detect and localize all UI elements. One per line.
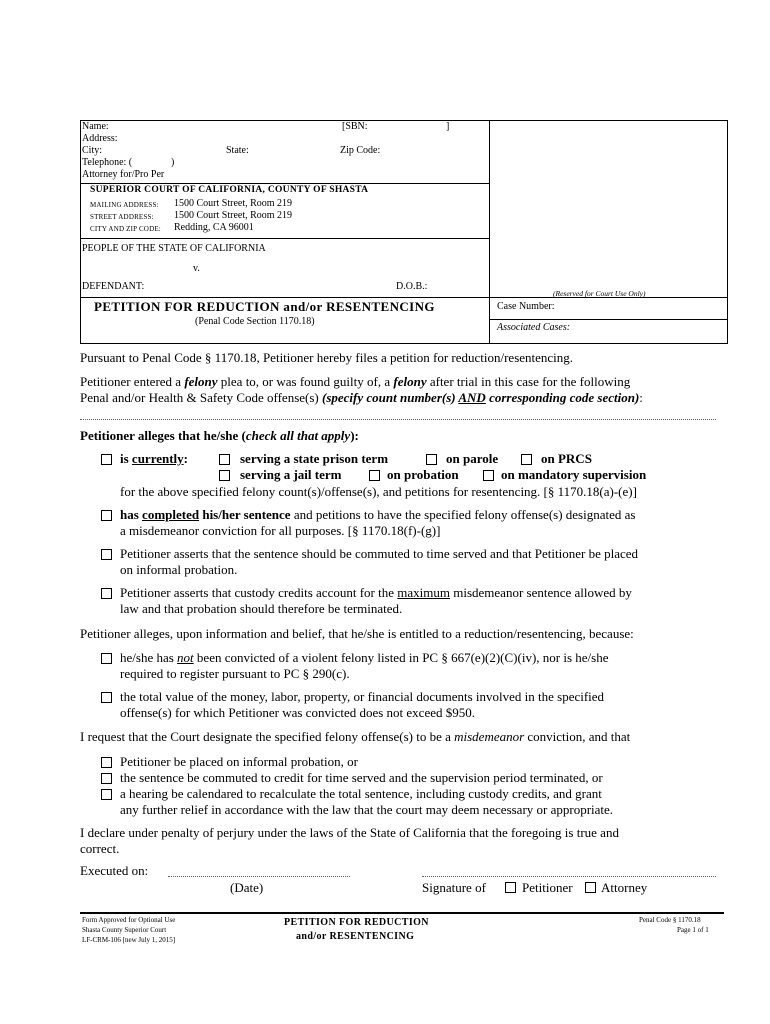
prcs-label: on PRCS: [541, 451, 592, 466]
footer-center-1: PETITION FOR REDUCTION: [284, 917, 429, 928]
hearing-label-2: any further relief in accordance with the law that the court may deem necessary or appropriate.: [120, 802, 614, 817]
currently-word: currently: [131, 451, 184, 466]
credits-checkbox[interactable]: [101, 588, 112, 599]
specify-colon: :: [639, 390, 643, 405]
mandatory-supervision-label: on mandatory supervision: [501, 467, 647, 482]
entered-line-2: [80, 390, 643, 406]
street-address-label: STREET ADDRESS:: [90, 213, 154, 221]
dob-label: D.O.B.:: [396, 281, 428, 292]
footer-right-2: Page 1 of 1: [677, 926, 709, 934]
signature-attorney-checkbox[interactable]: [585, 882, 596, 893]
prison-checkbox[interactable]: [219, 454, 230, 465]
commute-credit-label: the sentence be commuted to credit for time served and the supervision period terminated, or: [120, 770, 603, 785]
value-line-1: the total value of the money, labor, property, or financial documents involved in the specified: [120, 689, 605, 704]
people-label: PEOPLE OF THE STATE OF CALIFORNIA: [82, 243, 266, 254]
caption-divider: [489, 120, 490, 344]
date-blank-line[interactable]: [168, 876, 350, 877]
mandatory-supervision-checkbox[interactable]: [483, 470, 494, 481]
signature-of-label: Signature of: [422, 880, 486, 895]
credits-text-a: Petitioner asserts that custody credits account for the: [120, 585, 398, 600]
associated-cases-label: Associated Cases:: [497, 322, 571, 333]
signature-petitioner-checkbox[interactable]: [505, 882, 516, 893]
court-title: SUPERIOR COURT OF CALIFORNIA, COUNTY OF SHASTA: [90, 185, 369, 195]
alleges-text-b: ):: [350, 428, 359, 443]
versus-label: v.: [193, 263, 200, 274]
probation-checkbox[interactable]: [369, 470, 380, 481]
commute-line-1: Petitioner asserts that the sentence should be commuted to time served and that Petitioner be placed: [120, 546, 639, 561]
specify-text-b: corresponding code section): [485, 390, 640, 405]
request-paragraph: [80, 729, 630, 745]
completed-line-2: a misdemeanor conviction for all purposes. [§ 1170.18(f)-(g)]: [120, 523, 441, 538]
jail-label: serving a jail term: [240, 467, 342, 482]
hearing-checkbox[interactable]: [101, 789, 112, 800]
is-word: is: [120, 451, 132, 466]
city-label: City:: [82, 145, 103, 156]
entered-text-a: Petitioner entered a: [80, 374, 185, 389]
completed-line-1: [120, 507, 635, 523]
street-address-value: 1500 Court Street, Room 219: [174, 210, 293, 221]
violent-felony-checkbox[interactable]: [101, 653, 112, 664]
not-word: not: [177, 650, 194, 665]
completed-word: completed: [142, 507, 200, 522]
petition-subtitle: (Penal Code Section 1170.18): [195, 316, 315, 327]
credits-text-b: misdemeanor sentence allowed by: [449, 585, 632, 600]
value-checkbox[interactable]: [101, 692, 112, 703]
misdemeanor-word: misdemeanor: [454, 729, 525, 744]
prison-label: serving a state prison term: [240, 451, 389, 466]
telephone-label: Telephone: (: [82, 157, 133, 168]
felony-word-1: felony: [184, 374, 218, 389]
prcs-checkbox[interactable]: [521, 454, 532, 465]
alleges-check-text: check all that apply: [245, 428, 351, 443]
attorney-label: Attorney for/Pro Per: [82, 169, 165, 180]
date-label: (Date): [230, 880, 264, 895]
is-currently-label: [120, 451, 188, 467]
declare-line-1: I declare under penalty of perjury under the laws of the State of California that the foregoing is true and: [80, 825, 619, 840]
alleges-text-a: Petitioner alleges that he/she (: [80, 428, 246, 443]
violent-text-a: he/she has: [120, 650, 178, 665]
signature-attorney-label: Attorney: [601, 880, 648, 895]
completed-rest: his/her sentence: [199, 507, 291, 522]
name-label: Name:: [82, 121, 109, 132]
is-currently-checkbox[interactable]: [101, 454, 112, 465]
mailing-address-label: MAILING ADDRESS:: [90, 201, 159, 209]
zip-label: Zip Code:: [340, 145, 381, 156]
currently-colon: :: [183, 451, 189, 466]
hearing-label-1: a hearing be calendared to recalculate the total sentence, including custody credits, and grant: [120, 786, 602, 801]
commute-credit-checkbox[interactable]: [101, 773, 112, 784]
request-text-b: conviction, and that: [524, 729, 631, 744]
parole-label: on parole: [446, 451, 499, 466]
defendant-label: DEFENDANT:: [82, 281, 145, 292]
entered-text-b: plea to, or was found guilty of, a: [217, 374, 394, 389]
violent-text-b: been convicted of a violent felony listed in PC § 667(e)(2)(C)(iv), nor is he/she: [193, 650, 609, 665]
entered-line2-text: Penal and/or Health & Safety Code offense(s): [80, 390, 322, 405]
declare-line-2: correct.: [80, 841, 120, 856]
footer-left-3: LF-CRM-106 [new July 1, 2015]: [82, 936, 176, 944]
footer-right-1: Penal Code § 1170.18: [639, 916, 701, 924]
credits-line-2: law and that probation should therefore be terminated.: [120, 601, 403, 616]
footer-left-2: Shasta County Superior Court: [82, 926, 167, 934]
case-line: [489, 319, 728, 320]
signature-blank-line[interactable]: [422, 876, 716, 877]
signature-petitioner-label: Petitioner: [522, 880, 573, 895]
violent-line-2: required to register pursuant to PC § 290(c).: [120, 666, 350, 681]
case-number-label: Case Number:: [497, 301, 555, 312]
probation-label: on probation: [387, 467, 459, 482]
intro-paragraph: Pursuant to Penal Code § 1170.18, Petitioner hereby files a petition for reduction/resentencing.: [80, 350, 574, 365]
telephone-close: ): [171, 157, 175, 168]
entered-text-c: after trial in this case for the following: [426, 374, 631, 389]
value-line-2: offense(s) for which Petitioner was convicted does not exceed $950.: [120, 705, 475, 720]
credits-line-1: [120, 585, 632, 601]
offense-blank-line[interactable]: [80, 419, 716, 420]
maximum-word: maximum: [397, 585, 450, 600]
sbn-label: [SBN:: [342, 121, 368, 132]
footer-left-1: Form Approved for Optional Use: [82, 916, 176, 924]
executed-label: Executed on:: [80, 863, 149, 878]
request-text-a: I request that the Court designate the specified felony offense(s) to be a: [80, 729, 455, 744]
sbn-close: ]: [446, 121, 450, 132]
commute-checkbox[interactable]: [101, 549, 112, 560]
mailing-address-value: 1500 Court Street, Room 219: [174, 198, 293, 209]
alleges-heading: [80, 428, 359, 444]
informal-probation-label: Petitioner be placed on informal probation, or: [120, 754, 358, 769]
felony-word-2: felony: [393, 374, 427, 389]
current-tail: for the above specified felony count(s)/offense(s), and petitions for resentencing. [§ 1170.18(a)-(e)]: [120, 484, 637, 499]
commute-line-2: on informal probation.: [120, 562, 238, 577]
court-top-line: [80, 183, 490, 184]
entered-line-1: [80, 374, 630, 390]
completed-tail: and petitions to have the specified felony offense(s) designated as: [290, 507, 636, 522]
completed-checkbox[interactable]: [101, 510, 112, 521]
violent-line-1: [120, 650, 609, 666]
parole-checkbox[interactable]: [426, 454, 437, 465]
jail-checkbox[interactable]: [219, 470, 230, 481]
footer-rule: [80, 912, 724, 914]
petition-title: PETITION FOR REDUCTION and/or RESENTENCING: [94, 299, 435, 314]
city-zip-value: Redding, CA 96001: [174, 222, 254, 233]
state-label: State:: [226, 145, 249, 156]
specify-and: AND: [458, 390, 486, 405]
city-zip-label: CITY AND ZIP CODE:: [90, 225, 161, 233]
specify-text-a: (specify count number(s): [322, 390, 459, 405]
address-label: Address:: [82, 133, 118, 144]
has-word: has: [120, 507, 143, 522]
belief-paragraph: Petitioner alleges, upon information and belief, that he/she is entitled to a reduction/resentencing, because:: [80, 626, 634, 641]
reserved-label: (Reserved for Court Use Only): [553, 289, 646, 298]
footer-center-2: and/or RESENTENCING: [296, 931, 415, 942]
informal-probation-checkbox[interactable]: [101, 757, 112, 768]
parties-top-line: [80, 238, 490, 239]
